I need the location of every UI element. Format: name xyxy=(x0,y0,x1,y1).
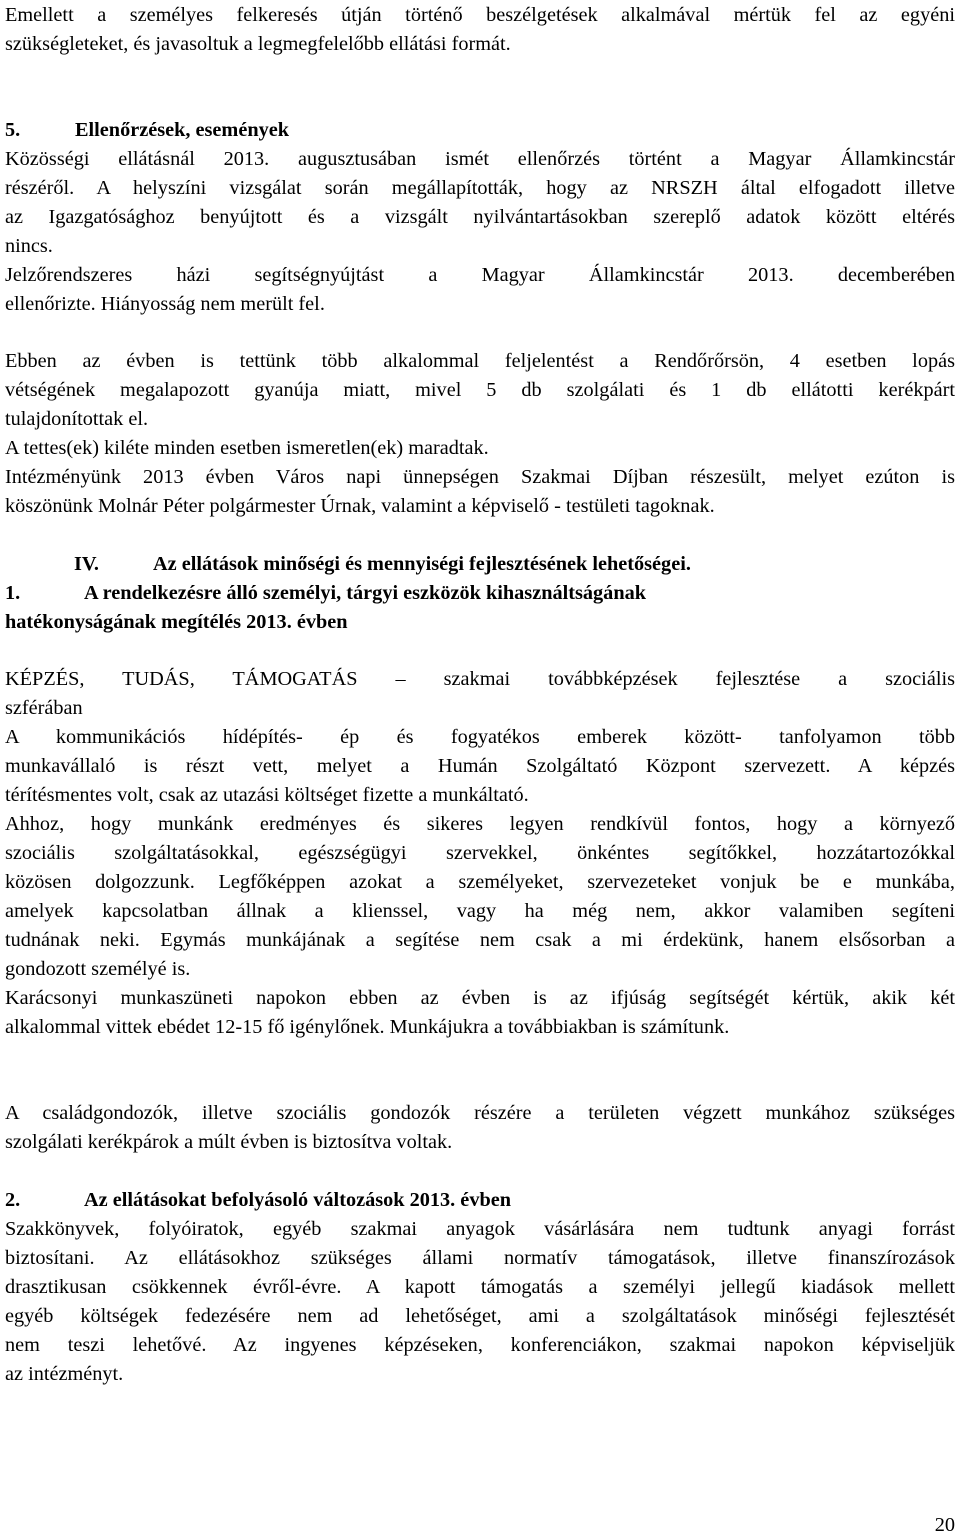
chapter-number: IV. xyxy=(74,553,99,575)
subsection-number: 2. xyxy=(5,1189,21,1211)
page-number: 20 xyxy=(934,1514,955,1536)
text-line: biztosítani. Az ellátásokhoz szükséges állami normatív támogatások, illetve finanszírozások xyxy=(5,1247,955,1269)
text-line: Ebben az évben is tettünk több alkalommal feljelentést a Rendőrőrsön, 4 esetben lopás xyxy=(5,350,955,372)
text-line: A kommunikációs hídépítés- ép és fogyatékos emberek között- tanfolyamon több xyxy=(5,726,955,748)
text-line: A családgondozók, illetve szociális gondozók részére a területen végzett munkához szükséges xyxy=(5,1102,955,1124)
text-line: szociális szolgáltatásokkal, egészségügyi szervekkel, önkéntes segítőkkel, hozzátartozókkal xyxy=(5,842,955,864)
text-line: szolgálati kerékpárok a múlt évben is biztosítva voltak. xyxy=(5,1131,453,1153)
chapter-heading xyxy=(5,550,955,579)
subsection-number: 1. xyxy=(5,582,21,604)
text-line: A tettes(ek) kiléte minden esetben ismeretlen(ek) maradtak. xyxy=(5,437,489,459)
text-line: az intézményt. xyxy=(5,1363,124,1385)
text-line: Ahhoz, hogy munkánk eredményes és sikeres legyen rendkívül fontos, hogy a környező xyxy=(5,813,955,835)
text-line: köszönünk Molnár Péter polgármester Úrnak, valamint a képviselő - testületi tagoknak. xyxy=(5,495,715,517)
text-line: az Igazgatósághoz benyújtott és a vizsgált nyilvántartásokban szereplő adatok között eltérés xyxy=(5,206,955,228)
subsection-title: Az ellátásokat befolyásoló változások 2013. évben xyxy=(84,1189,512,1211)
text-line: vétségének megalapozott gyanúja miatt, mivel 5 db szolgálati és 1 db ellátotti kerékpárt xyxy=(5,379,955,401)
chapter-title: Az ellátások minőségi és mennyiségi fejlesztésének lehetőségei. xyxy=(153,553,691,575)
text-line: részéről. A helyszíni vizsgálat során megállapították, hogy az NRSZH által elfogadott illetve xyxy=(5,177,955,199)
text-line: Jelzőrendszeres házi segítségnyújtást a Magyar Államkincstár 2013. decemberében xyxy=(5,264,955,286)
text-line: Szakkönyvek, folyóiratok, egyéb szakmai anyagok vásárlására nem tudtunk anyagi forrást xyxy=(5,1218,955,1240)
text-line: nem teszi lehetővé. Az ingyenes képzéseken, konferenciákon, szakmai napokon képviseljük xyxy=(5,1334,955,1356)
subsection-title: A rendelkezésre álló személyi, tárgyi eszközök kihasználtságának xyxy=(84,582,647,604)
subsection-title-cont: hatékonyságának megítélés 2013. évben xyxy=(5,611,348,633)
text-line: térítésmentes volt, csak az utazási költséget fizette a munkáltató. xyxy=(5,784,529,806)
text-line: munkavállaló is részt vett, melyet a Humán Szolgáltató Központ szervezett. A képzés xyxy=(5,755,955,777)
text-line: Közösségi ellátásnál 2013. augusztusában ismét ellenőrzés történt a Magyar Államkincstár xyxy=(5,148,955,170)
text-line: Karácsonyi munkaszüneti napokon ebben az évben is az ifjúság segítségét kértük, akik két xyxy=(5,987,955,1009)
section-heading xyxy=(5,116,955,145)
text-line: alkalommal vittek ebédet 12-15 fő igénylőnek. Munkájukra a továbbiakban is számítunk. xyxy=(5,1016,730,1038)
section-title: Ellenőrzések, események xyxy=(75,119,290,141)
text-line: Emellett a személyes felkeresés útján történő beszélgetések alkalmával mértük fel az egyéni xyxy=(5,4,955,26)
text-line: egyéb költségek fedezésére nem ad lehetőséget, ami a szolgáltatások minőségi fejlesztését xyxy=(5,1305,955,1327)
subsection-heading xyxy=(5,579,955,608)
text-line: közösen dolgozzunk. Legfőképpen azokat a személyeket, szervezeteket vonjuk be e munkába, xyxy=(5,871,955,893)
text-line: drasztikusan csökkennek évről-évre. A kapott támogatás a személyi jellegű kiadások mellett xyxy=(5,1276,955,1298)
text-line: tudnának neki. Egymás munkájának a segítése nem csak a mi érdekünk, hanem elsősorban a xyxy=(5,929,955,951)
text-line: tulajdonítottak el. xyxy=(5,408,149,430)
text-line: szférában xyxy=(5,697,83,719)
text-line: Intézményünk 2013 évben Város napi ünnepségen Szakmai Díjban részesült, melyet ezúton is xyxy=(5,466,955,488)
text-line: nincs. xyxy=(5,235,53,257)
text-line: gondozott személyé is. xyxy=(5,958,191,980)
subsection-heading xyxy=(5,1186,955,1215)
text-line: ellenőrizte. Hiányosság nem merült fel. xyxy=(5,293,325,315)
text-line: szükségleteket, és javasoltuk a legmegfelelőbb ellátási formát. xyxy=(5,33,511,55)
section-number: 5. xyxy=(5,119,21,141)
text-line: KÉPZÉS, TUDÁS, TÁMOGATÁS – szakmai továbbképzések fejlesztése a szociális xyxy=(5,668,955,690)
text-line: amelyek kapcsolatban állnak a klienssel, vagy ha még nem, akkor valamiben segíteni xyxy=(5,900,955,922)
